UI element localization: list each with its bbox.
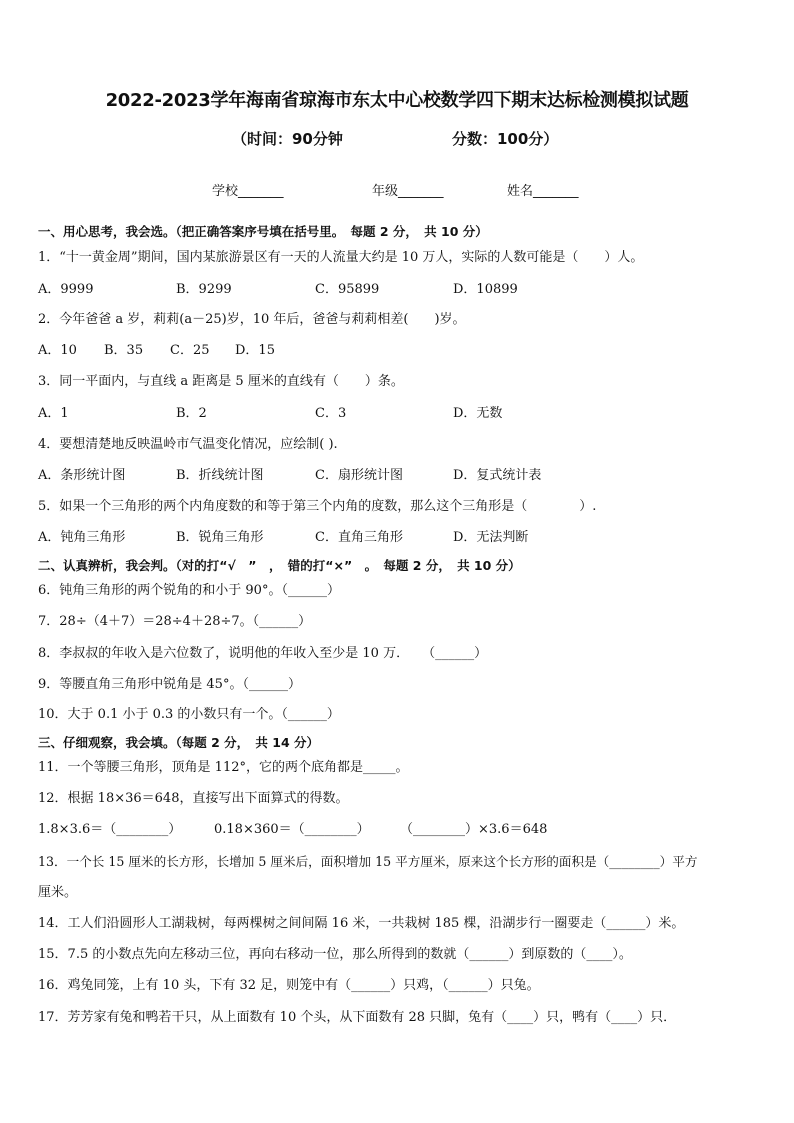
question-text: 7．28÷（4＋7）＝28÷4＋28÷7。（______） (38, 614, 312, 629)
question-text: 13．一个长 15 厘米的长方形，长增加 5 厘米后，面积增加 15 平方厘米，原来这个长方形的面积是（________）平方 (38, 854, 698, 869)
option-c: C．25 (170, 343, 210, 358)
option-d: D．无法判断 (453, 530, 529, 545)
question-text: 11．一个等腰三角形，顶角是 112°，它的两个底角都是_____。 (38, 760, 409, 775)
sub-question: 0.18×360＝（________） (214, 822, 370, 837)
option-c: C．扇形统计图 (315, 468, 403, 483)
sub-question: 1.8×3.6＝（________） (38, 822, 182, 837)
option-b: B．35 (104, 343, 144, 358)
page-title: 2022-2023学年海南省琼海市东太中心校数学四下期末达标检测模拟试题 (105, 90, 689, 111)
option-c: C．95899 (315, 282, 380, 297)
option-c: C．3 (315, 406, 347, 421)
option-d: D．15 (235, 343, 275, 358)
option-b: B．9299 (176, 282, 232, 297)
question-text: 9．等腰直角三角形中锐角是 45°。（______） (38, 677, 301, 692)
total-score: 分数：100分） (452, 130, 559, 148)
option-a: A．1 (38, 406, 69, 421)
question-text: 17．芳芳家有兔和鸭若干只，从上面数有 10 个头，从下面数有 28 只脚，兔有（____）只，鸭有（____）只． (38, 1010, 677, 1025)
time-limit: （时间：90分钟 (232, 130, 343, 148)
option-a: A．10 (38, 343, 77, 358)
question-text: 16．鸡兔同笼，上有 10 头，下有 32 足，则笼中有（______）只鸡，（______）只兔。 (38, 978, 540, 993)
option-d: D．10899 (453, 282, 518, 297)
section-heading: 二、认真辨析，我会判。（对的打“√ ” ， 错的打“×” 。 每题 2 分， 共 10 分） (38, 558, 521, 573)
question-text: 3．同一平面内，与直线 a 距离是 5 厘米的直线有（ ）条。 (38, 374, 404, 389)
option-d: D．无数 (453, 406, 503, 421)
question-text: 14．工人们沿圆形人工湖栽树，每两棵树之间间隔 16 米，一共栽树 185 棵，沿湖步行一圈要走（______）米。 (38, 916, 685, 931)
option-c: C．直角三角形 (315, 530, 403, 545)
option-a: A．条形统计图 (38, 468, 126, 483)
grade-field: 年级_______ (372, 184, 444, 199)
question-text: 1．“十一黄金周”期间，国内某旅游景区有一天的人流量大约是 10 万人，实际的人数可能是（ ）人。 (38, 250, 644, 265)
question-text: 12．根据 18×36＝648，直接写出下面算式的得数。 (38, 791, 349, 806)
option-b: B．锐角三角形 (176, 530, 264, 545)
option-a: A．钝角三角形 (38, 530, 126, 545)
option-b: B．折线统计图 (176, 468, 264, 483)
school-field: 学校_______ (212, 184, 284, 199)
question-text: 6．钝角三角形的两个锐角的和小于 90°。（______） (38, 583, 340, 598)
name-field: 姓名_______ (507, 184, 579, 199)
question-text: 2．今年爸爸 a 岁，莉莉(a－25)岁，10 年后，爸爸与莉莉相差( )岁。 (38, 312, 466, 327)
section-heading: 一、用心思考，我会选。（把正确答案序号填在括号里。 每题 2 分， 共 10 分） (38, 224, 488, 239)
sub-question: （________）×3.6＝648 (400, 822, 548, 837)
option-b: B．2 (176, 406, 207, 421)
question-text: 8．李叔叔的年收入是六位数了，说明他的年收入至少是 10 万． （______） (38, 646, 488, 661)
question-text: 4．要想清楚地反映温岭市气温变化情况，应绘制( ). (38, 437, 338, 452)
option-a: A．9999 (38, 282, 94, 297)
question-text: 5．如果一个三角形的两个内角度数的和等于第三个内角的度数，那么这个三角形是（ ）. (38, 499, 597, 514)
section-heading: 三、仔细观察，我会填。（每题 2 分， 共 14 分） (38, 735, 320, 750)
option-d: D．复式统计表 (453, 468, 542, 483)
question-text-continued: 厘米。 (38, 885, 78, 900)
question-text: 15．7.5 的小数点先向左移动三位，再向右移动一位，那么所得到的数就（______）到原数的（____）。 (38, 947, 632, 962)
question-text: 10．大于 0.1 小于 0.3 的小数只有一个。（______） (38, 707, 340, 722)
